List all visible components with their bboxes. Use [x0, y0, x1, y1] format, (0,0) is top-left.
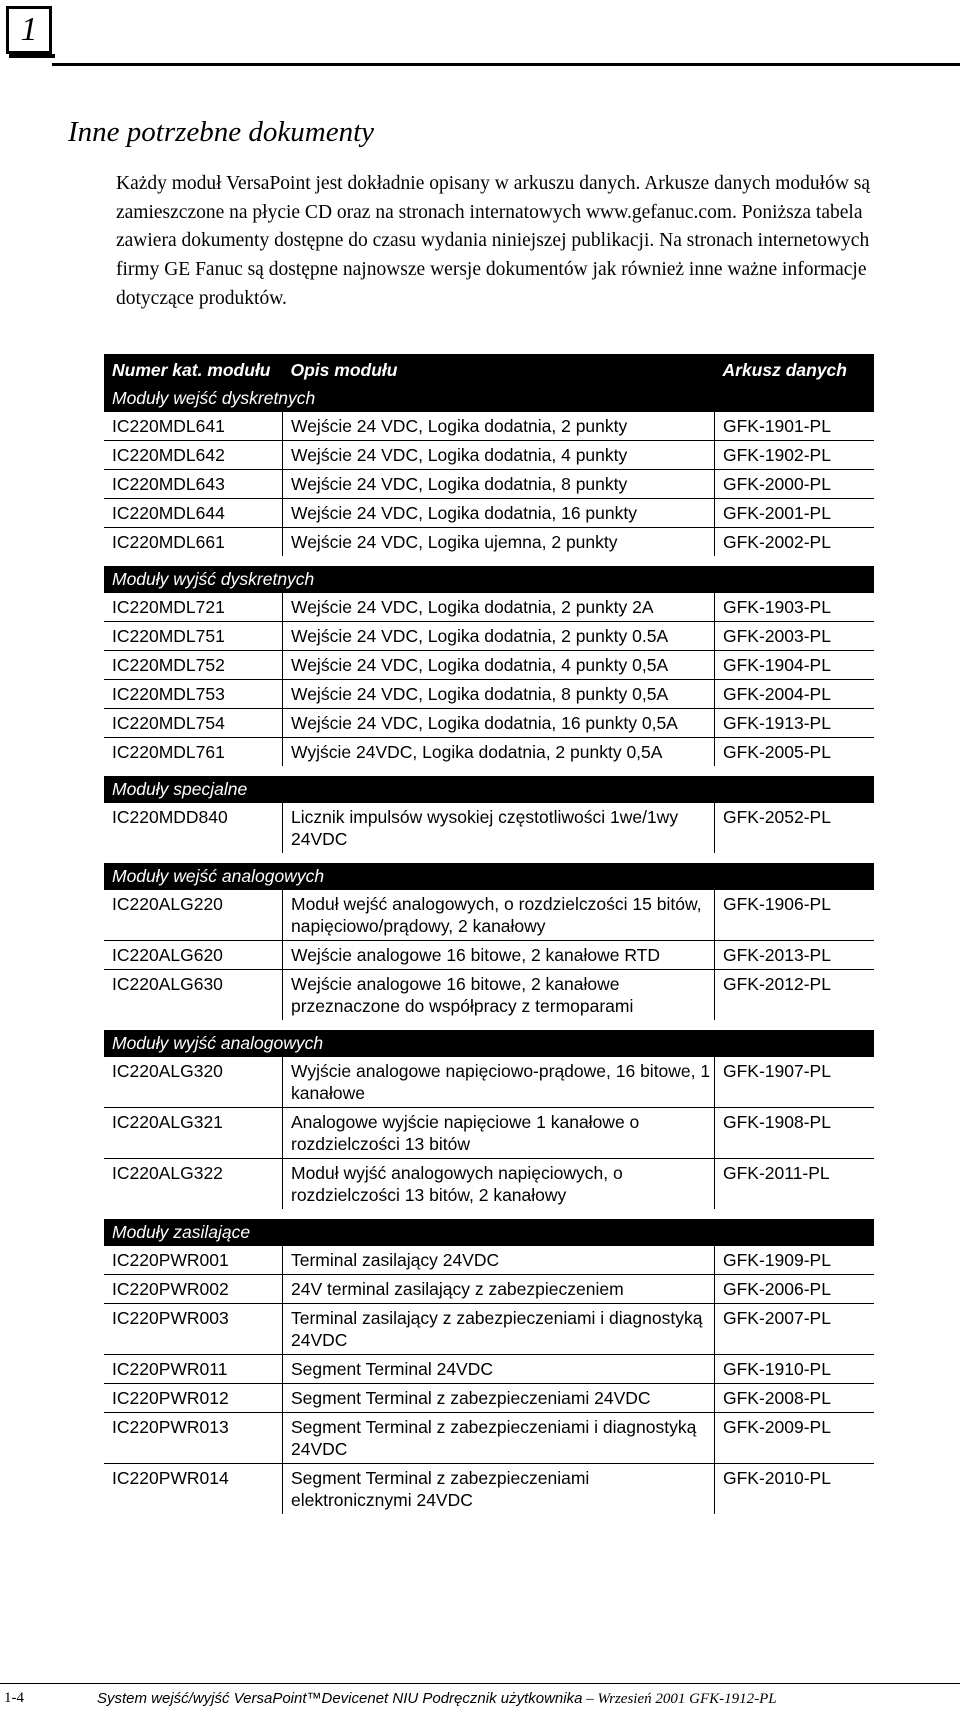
table-row	[104, 1304, 874, 1355]
catalog-number-cell: IC220PWR011	[104, 1355, 283, 1384]
header-datasheet: Arkusz danych	[715, 354, 875, 385]
catalog-number-cell: IC220PWR013	[104, 1413, 283, 1464]
table-row	[104, 1413, 874, 1464]
catalog-number-cell: IC220MDL642	[104, 441, 283, 470]
description-cell: Segment Terminal 24VDC	[283, 1355, 715, 1384]
table-row	[104, 1464, 874, 1515]
description-cell: Wejście 24 VDC, Logika dodatnia, 4 punkty 0,5A	[283, 651, 715, 680]
catalog-number-cell: IC220MDL754	[104, 709, 283, 738]
catalog-number-cell: IC220MDD840	[104, 803, 283, 854]
intro-text-1: Każdy moduł VersaPoint jest dokładnie opisany w arkuszu danych. Arkusze danych modułów są zamieszczone na płycie CD oraz na stronach internatowych	[116, 173, 871, 223]
group-title: Moduły specjalne	[104, 776, 874, 803]
datasheet-cell: GFK-2012-PL	[715, 970, 875, 1021]
table-row	[104, 1057, 874, 1108]
datasheet-cell: GFK-2004-PL	[715, 680, 875, 709]
group-spacer	[104, 766, 874, 776]
table-row	[104, 593, 874, 622]
table-row	[104, 738, 874, 767]
catalog-number-cell: IC220MDL721	[104, 593, 283, 622]
group-spacer	[104, 1209, 874, 1219]
table-row	[104, 803, 874, 854]
footer-manual-title: System wejść/wyjść VersaPoint™Devicenet NIU Podręcznik użytkownika	[97, 1690, 583, 1707]
catalog-number-cell: IC220ALG220	[104, 890, 283, 941]
table-row	[104, 1275, 874, 1304]
datasheet-cell: GFK-1903-PL	[715, 593, 875, 622]
description-cell: Licznik impulsów wysokiej częstotliwości 1we/1wy 24VDC	[283, 803, 715, 854]
datasheet-cell: GFK-2003-PL	[715, 622, 875, 651]
description-cell: Wejście 24 VDC, Logika dodatnia, 2 punkty 2A	[283, 593, 715, 622]
table-row	[104, 528, 874, 557]
chapter-box-shadow	[9, 54, 55, 58]
catalog-number-cell: IC220PWR001	[104, 1246, 283, 1275]
footer-date: – Wrzesień 2001 GFK-1912-PL	[582, 1691, 777, 1707]
datasheet-cell: GFK-2007-PL	[715, 1304, 875, 1355]
footer-title	[97, 1690, 777, 1708]
table-row	[104, 1246, 874, 1275]
table-row	[104, 412, 874, 441]
group-title: Moduły wyjść analogowych	[104, 1030, 874, 1057]
description-cell: Segment Terminal z zabezpieczeniami 24VDC	[283, 1384, 715, 1413]
description-cell: Moduł wyjść analogowych napięciowych, o rozdzielczości 13 bitów, 2 kanałowy	[283, 1159, 715, 1210]
spacer-cell	[104, 853, 874, 863]
table-row	[104, 1159, 874, 1210]
description-cell: Wejście 24 VDC, Logika dodatnia, 16 punkty	[283, 499, 715, 528]
spacer-cell	[104, 766, 874, 776]
description-cell: 24V terminal zasilający z zabezpieczeniem	[283, 1275, 715, 1304]
table-row	[104, 470, 874, 499]
group-header-row	[104, 385, 874, 412]
datasheet-cell: GFK-1901-PL	[715, 412, 875, 441]
table-row	[104, 890, 874, 941]
datasheet-cell: GFK-2002-PL	[715, 528, 875, 557]
description-cell: Wyjście 24VDC, Logika dodatnia, 2 punkty 0,5A	[283, 738, 715, 767]
table-row	[104, 1355, 874, 1384]
datasheet-cell: GFK-2008-PL	[715, 1384, 875, 1413]
spacer-cell	[104, 556, 874, 566]
catalog-number-cell: IC220PWR002	[104, 1275, 283, 1304]
catalog-number-cell: IC220MDL641	[104, 412, 283, 441]
footer-rule	[0, 1683, 960, 1684]
catalog-number-cell: IC220MDL751	[104, 622, 283, 651]
group-title: Moduły zasilające	[104, 1219, 874, 1246]
description-cell: Terminal zasilający z zabezpieczeniami i diagnostyką 24VDC	[283, 1304, 715, 1355]
description-cell: Moduł wejść analogowych, o rozdzielczości 15 bitów, napięciowo/prądowy, 2 kanałowy	[283, 890, 715, 941]
spacer-cell	[104, 1209, 874, 1219]
catalog-number-cell: IC220ALG320	[104, 1057, 283, 1108]
table-row	[104, 441, 874, 470]
datasheet-cell: GFK-2011-PL	[715, 1159, 875, 1210]
group-title: Moduły wyjść dyskretnych	[104, 566, 874, 593]
intro-text-2: . Poniższa tabela zawiera dokumenty dostępne do czasu wydania niniejszej publikacji. Na stronach internetowych firmy GE Fanuc są dostępne najnowsze wersje dokumentów jak również inne ważne informacje dotyczące produktów.	[116, 201, 870, 309]
datasheet-cell: GFK-2009-PL	[715, 1413, 875, 1464]
group-header-row	[104, 863, 874, 890]
spacer-cell	[104, 1020, 874, 1030]
documents-table	[104, 354, 874, 1514]
table-row	[104, 651, 874, 680]
catalog-number-cell: IC220MDL761	[104, 738, 283, 767]
table-row	[104, 1384, 874, 1413]
description-cell: Wejście 24 VDC, Logika dodatnia, 8 punkty	[283, 470, 715, 499]
catalog-number-cell: IC220ALG321	[104, 1108, 283, 1159]
description-cell: Wyjście analogowe napięciowo-prądowe, 16 bitowe, 1 kanałowe	[283, 1057, 715, 1108]
chapter-rule	[52, 63, 960, 66]
datasheet-cell: GFK-1902-PL	[715, 441, 875, 470]
catalog-number-cell: IC220ALG630	[104, 970, 283, 1021]
intro-paragraph	[116, 170, 876, 314]
description-cell: Wejście 24 VDC, Logika dodatnia, 2 punkty 0.5A	[283, 622, 715, 651]
table-row	[104, 1108, 874, 1159]
catalog-number-cell: IC220ALG322	[104, 1159, 283, 1210]
description-cell: Wejście 24 VDC, Logika dodatnia, 4 punkty	[283, 441, 715, 470]
datasheet-cell: GFK-2010-PL	[715, 1464, 875, 1515]
description-cell: Wejście 24 VDC, Logika dodatnia, 8 punkty 0,5A	[283, 680, 715, 709]
group-spacer	[104, 853, 874, 863]
datasheet-cell: GFK-1904-PL	[715, 651, 875, 680]
table-row	[104, 941, 874, 970]
description-cell: Wejście 24 VDC, Logika dodatnia, 16 punkty 0,5A	[283, 709, 715, 738]
datasheet-cell: GFK-2000-PL	[715, 470, 875, 499]
table-row	[104, 970, 874, 1021]
catalog-number-cell: IC220MDL753	[104, 680, 283, 709]
catalog-number-cell: IC220MDL661	[104, 528, 283, 557]
chapter-number-box	[6, 6, 52, 54]
section-title: Inne potrzebne dokumenty	[68, 116, 375, 148]
group-header-row	[104, 776, 874, 803]
datasheet-cell: GFK-1913-PL	[715, 709, 875, 738]
description-cell: Analogowe wyjście napięciowe 1 kanałowe o rozdzielczości 13 bitów	[283, 1108, 715, 1159]
group-spacer	[104, 1020, 874, 1030]
description-cell: Terminal zasilający 24VDC	[283, 1246, 715, 1275]
table-row	[104, 709, 874, 738]
description-cell: Segment Terminal z zabezpieczeniami elektronicznymi 24VDC	[283, 1464, 715, 1515]
datasheet-cell: GFK-1906-PL	[715, 890, 875, 941]
catalog-number-cell: IC220MDL644	[104, 499, 283, 528]
group-spacer	[104, 556, 874, 566]
table-header-row	[104, 354, 874, 385]
group-header-row	[104, 1030, 874, 1057]
catalog-number-cell: IC220PWR012	[104, 1384, 283, 1413]
catalog-number-cell: IC220MDL752	[104, 651, 283, 680]
table-body	[104, 385, 874, 1514]
header-description: Opis modułu	[283, 354, 715, 385]
datasheet-cell: GFK-1907-PL	[715, 1057, 875, 1108]
datasheet-cell: GFK-2013-PL	[715, 941, 875, 970]
chapter-number: 1	[20, 11, 38, 48]
description-cell: Wejście 24 VDC, Logika dodatnia, 2 punkty	[283, 412, 715, 441]
table-row	[104, 622, 874, 651]
catalog-number-cell: IC220ALG620	[104, 941, 283, 970]
table-row	[104, 680, 874, 709]
gefanuc-link[interactable]: www.gefanuc.com	[585, 201, 732, 223]
group-header-row	[104, 1219, 874, 1246]
datasheet-cell: GFK-2052-PL	[715, 803, 875, 854]
page-number: 1-4	[4, 1690, 24, 1706]
catalog-number-cell: IC220PWR014	[104, 1464, 283, 1515]
group-title: Moduły wejść dyskretnych	[104, 385, 874, 412]
datasheet-cell: GFK-1910-PL	[715, 1355, 875, 1384]
description-cell: Wejście analogowe 16 bitowe, 2 kanałowe przeznaczone do współpracy z termoparami	[283, 970, 715, 1021]
datasheet-cell: GFK-1908-PL	[715, 1108, 875, 1159]
table-row	[104, 499, 874, 528]
header-catalog-number: Numer kat. modułu	[104, 354, 283, 385]
catalog-number-cell: IC220MDL643	[104, 470, 283, 499]
group-title: Moduły wejść analogowych	[104, 863, 874, 890]
catalog-number-cell: IC220PWR003	[104, 1304, 283, 1355]
group-header-row	[104, 566, 874, 593]
description-cell: Segment Terminal z zabezpieczeniami i diagnostyką 24VDC	[283, 1413, 715, 1464]
datasheet-cell: GFK-2006-PL	[715, 1275, 875, 1304]
description-cell: Wejście analogowe 16 bitowe, 2 kanałowe RTD	[283, 941, 715, 970]
datasheet-cell: GFK-2005-PL	[715, 738, 875, 767]
description-cell: Wejście 24 VDC, Logika ujemna, 2 punkty	[283, 528, 715, 557]
datasheet-cell: GFK-1909-PL	[715, 1246, 875, 1275]
datasheet-cell: GFK-2001-PL	[715, 499, 875, 528]
